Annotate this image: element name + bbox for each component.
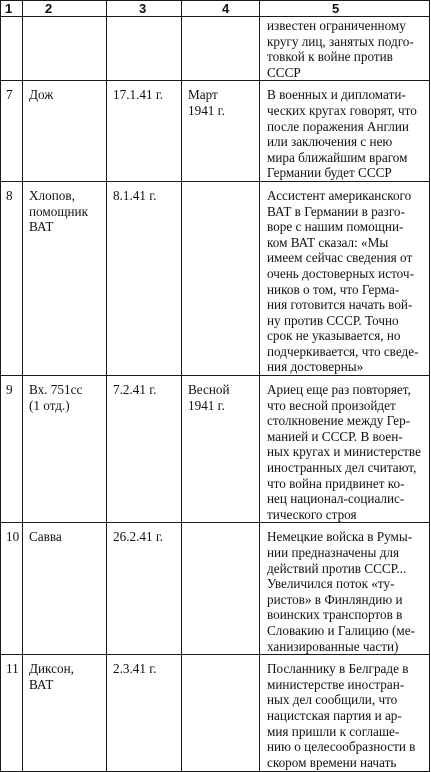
- report-text-line: СССР: [267, 64, 301, 80]
- expected-time-line: Весной: [188, 382, 230, 398]
- source-line: Савва: [29, 529, 62, 545]
- report-text-line: срок не указывается, но: [267, 328, 401, 344]
- report-text-line: ников о том, что Герма-: [267, 281, 400, 297]
- source-line: ВАТ: [29, 219, 54, 235]
- report-date: 2.3.41 г.: [107, 655, 182, 772]
- row-number: 9: [1, 376, 23, 523]
- table-row: [1, 81, 430, 182]
- source-line: Хлопов,: [29, 187, 75, 203]
- expected-time-cell: [182, 81, 260, 182]
- report-text-cell: [260, 523, 430, 655]
- report-text-line: Германии будет СССР: [267, 165, 392, 181]
- source-cell: [23, 81, 107, 182]
- report-text-cell: [260, 181, 430, 375]
- report-text-line: Ассистент американского: [267, 187, 412, 203]
- report-text-cell: [260, 81, 430, 182]
- table-row: [1, 17, 430, 81]
- source-cell: [23, 523, 107, 655]
- table-row: [1, 523, 430, 655]
- report-text-line: нию о целесообразности в: [267, 739, 416, 755]
- report-text-line: имеем сейчас сведения от: [267, 250, 413, 266]
- row-number: [1, 17, 23, 81]
- report-text-line: ния достоверны»: [267, 359, 364, 375]
- report-date: 7.2.41 г.: [107, 376, 182, 523]
- expected-time-cell: [182, 523, 260, 655]
- row-number: 11: [1, 655, 23, 772]
- expected-time-cell: [182, 655, 260, 772]
- column-header-4: 4: [182, 1, 260, 17]
- report-text-line: действий против СССР...: [267, 560, 407, 576]
- source-line: ВАТ: [29, 676, 54, 692]
- report-date: 26.2.41 г.: [107, 523, 182, 655]
- report-text-line: ных дел сообщили, что: [267, 692, 398, 708]
- report-text-line: скором времени начать: [267, 754, 397, 770]
- source-line: (1 отд.): [29, 397, 70, 413]
- source-line: помощник: [29, 203, 89, 219]
- report-date: 8.1.41 г.: [107, 181, 182, 375]
- source-line: Вх. 751сс: [29, 382, 83, 398]
- source-cell: [23, 655, 107, 772]
- report-text-line: нец национал-социалис-: [267, 491, 405, 507]
- report-text-line: кругу лиц, занятых подго-: [267, 33, 414, 49]
- report-text-line: очень достоверных источ-: [267, 265, 414, 281]
- report-text-line: манией и СССР. В воен-: [267, 428, 403, 444]
- report-text-line: Немецкие войска в Румы-: [267, 529, 413, 545]
- report-text-line: известен ограниченному: [267, 18, 406, 33]
- report-text-line: нии предназначены для: [267, 545, 400, 560]
- report-date: [107, 17, 182, 81]
- report-text-cell: [260, 17, 430, 81]
- source-line: Дож: [29, 87, 54, 103]
- source-cell: [23, 17, 107, 81]
- report-text-line: столкновение между Гер-: [267, 413, 411, 429]
- report-text-line: ком ВАТ сказал: «Мы: [267, 234, 389, 250]
- report-text-line: или заключения с нею: [267, 134, 393, 150]
- report-date: 17.1.41 г.: [107, 81, 182, 182]
- report-text-line: иностранных дел считают,: [267, 460, 417, 476]
- report-text-line: Словакию и Галицию (ме-: [267, 622, 415, 638]
- report-text-line: тического строя: [267, 506, 357, 522]
- report-text-line: что война придвинет ко-: [267, 475, 405, 491]
- row-number: 7: [1, 81, 23, 182]
- report-text-line: после поражения Англии: [267, 118, 409, 134]
- row-number: 10: [1, 523, 23, 655]
- expected-time-line: 1941 г.: [188, 102, 225, 118]
- row-number: 8: [1, 181, 23, 375]
- report-text-line: ческих кругах говорят, что: [267, 102, 417, 118]
- source-cell: [23, 376, 107, 523]
- column-header-5: 5: [260, 1, 430, 17]
- report-text-cell: [260, 376, 430, 523]
- report-text-line: министерстве иностран-: [267, 676, 405, 692]
- table-row: [1, 181, 430, 375]
- table-row: [1, 655, 430, 772]
- report-text-line: товкой к войне против: [267, 49, 393, 65]
- header-row: [1, 1, 430, 17]
- expected-time-cell: [182, 17, 260, 81]
- column-header-2: 2: [23, 1, 107, 17]
- report-text-line: воре с нашим помощни-: [267, 219, 404, 235]
- report-text-line: ных кругах и министерстве: [267, 444, 421, 460]
- report-text-cell: [260, 655, 430, 772]
- report-text-line: подчеркивается, что сведе-: [267, 343, 419, 359]
- expected-time-cell: [182, 181, 260, 375]
- column-header-1: 1: [1, 1, 23, 17]
- source-cell: [23, 181, 107, 375]
- report-text-line: В военных и дипломати-: [267, 87, 406, 103]
- expected-time-line: 1941 г.: [188, 397, 225, 413]
- source-line: Диксон,: [29, 661, 74, 677]
- expected-time-line: Март: [188, 87, 218, 103]
- report-text-line: ханизированные части): [267, 638, 399, 654]
- report-text-line: Ариец еще раз повторяет,: [267, 382, 411, 398]
- report-text-line: что весной произойдет: [267, 397, 396, 413]
- report-text-line: мира ближайшим врагом: [267, 149, 408, 165]
- report-text-line: нацистская партия и ар-: [267, 707, 402, 723]
- report-text-line: ВАТ в Германии в разго-: [267, 203, 405, 219]
- column-header-3: 3: [107, 1, 182, 17]
- report-text-line: Посланнику в Белграде в: [267, 661, 409, 677]
- table-row: [1, 376, 430, 523]
- report-text-line: ристов» в Финляндию и: [267, 591, 403, 607]
- report-text-line: мия пришли к соглаше-: [267, 723, 400, 739]
- report-text-line: ну против СССР. Точно: [267, 312, 399, 328]
- expected-time-cell: [182, 376, 260, 523]
- report-text-line: воинских транспортов в: [267, 607, 403, 623]
- report-text-line: ния готовится начать вой-: [267, 297, 413, 313]
- report-text-line: Увеличился поток «ту-: [267, 576, 395, 592]
